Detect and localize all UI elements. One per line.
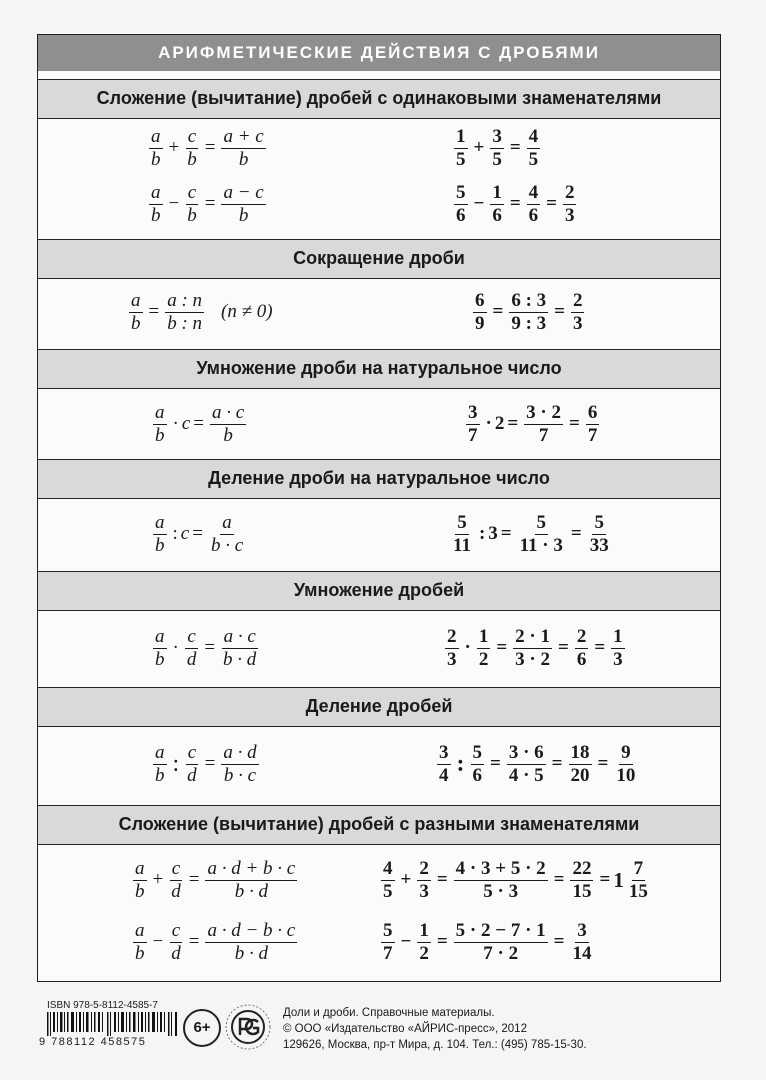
barcode-block xyxy=(37,992,177,1052)
formula-add-same-example: $\frac{1}{5}$ + $\frac{3}{5}$ = $\frac{4}{5}$ xyxy=(456,126,539,170)
copyright-line: © ООО «Издательство «АЙРИС-пресс», 2012 xyxy=(283,1023,527,1035)
formula-sub-same-example: $\frac{5}{6}$ − $\frac{1}{6}$ = $\frac{4}{6}$ = $\frac{2}{3}$ xyxy=(456,182,575,226)
address-line: 129626, Москва, пр-т Мира, д. 104. Тел.: (495) 785-15-30. xyxy=(283,1039,587,1051)
section-heading-add-same: Сложение (вычитание) дробей с одинаковыми знаменателями xyxy=(38,79,720,119)
formula-mul-nat-rule: $\frac{a}{b}$ · c = $\frac{a \cdot c}{b}$ xyxy=(155,402,245,446)
formula-div-example: $\frac{3}{4}$ : $\frac{5}{6}$ = $\frac{3 \cdot 6}{4 \cdot 5}$ = $\frac{18}{20}$ = $\frac{9}{10}$ xyxy=(439,742,636,786)
section-heading-add-diff: Сложение (вычитание) дробей с разными знаменателями xyxy=(38,805,720,845)
formula-reduce-rule: $\frac{a}{b}$ = $\frac{a : n}{b : n}$ (n ≠ 0) xyxy=(131,290,273,334)
formula-mul-rule: $\frac{a}{b}$ · $\frac{c}{d}$ = $\frac{a \cdot c}{b \cdot d}$ xyxy=(155,626,257,670)
age-rating-badge: 6+ xyxy=(183,1009,221,1047)
formula-reduce-example: $\frac{6}{9}$ = $\frac{6 : 3}{9 : 3}$ = $\frac{2}{3}$ xyxy=(475,290,583,334)
section-heading-div: Деление дробей xyxy=(38,687,720,727)
section-heading-div-nat: Деление дроби на натуральное число xyxy=(38,459,720,499)
section-heading-mul-nat: Умножение дроби на натуральное число xyxy=(38,349,720,389)
book-title-line: Доли и дроби. Справочные материалы. xyxy=(283,1007,495,1019)
section-heading-mul: Умножение дробей xyxy=(38,571,720,611)
formula-add-diff-rule: $\frac{a}{b}$ + $\frac{c}{d}$ = $\frac{a \cdot d + b \cdot c}{b \cdot d}$ xyxy=(135,858,296,902)
formula-mul-example: $\frac{2}{3}$ · $\frac{1}{2}$ = $\frac{2 \cdot 1}{3 \cdot 2}$ = $\frac{2}{6}$ = $\frac{1}{3}$ xyxy=(447,626,623,670)
barcode-digits: 9 788112 458575 xyxy=(39,1036,147,1048)
formula-sub-diff-example: $\frac{5}{7}$ − $\frac{1}{2}$ = $\frac{5 \cdot 2 - 7 \cdot 1}{7 \cdot 2}$ = $\frac{3}{14}$ xyxy=(383,920,592,964)
formula-div-nat-example: $\frac{5}{11}$ : 3 = $\frac{5}{11 \cdot 3}$ = $\frac{5}{33}$ xyxy=(453,512,609,556)
formula-add-same-rule: $\frac{a}{b}$ + $\frac{c}{b}$ = $\frac{a + c}{b}$ xyxy=(151,126,264,170)
formula-mul-nat-example: $\frac{3}{7}$ · 2 = $\frac{3 \cdot 2}{7}$ = $\frac{6}{7}$ xyxy=(468,402,598,446)
barcode-icon xyxy=(47,1012,179,1036)
formula-sub-same-rule: $\frac{a}{b}$ − $\frac{c}{b}$ = $\frac{a - c}{b}$ xyxy=(151,182,264,226)
section-heading-reduce: Сокращение дроби xyxy=(38,239,720,279)
publisher-info xyxy=(283,1005,587,1053)
reference-sheet xyxy=(37,34,721,982)
page-title: АРИФМЕТИЧЕСКИЕ ДЕЙСТВИЯ С ДРОБЯМИ xyxy=(38,35,720,71)
formula-add-diff-example: $\frac{4}{5}$ + $\frac{2}{3}$ = $\frac{4 \cdot 3 + 5 \cdot 2}{5 \cdot 3}$ = $\frac{22}{15}$ = 1 $\frac{7}{15}$ xyxy=(383,858,648,902)
footer xyxy=(37,992,727,1062)
formula-div-rule: $\frac{a}{b}$ : $\frac{c}{d}$ = $\frac{a \cdot d}{b \cdot c}$ xyxy=(155,742,257,786)
formula-sub-diff-rule: $\frac{a}{b}$ − $\frac{c}{d}$ = $\frac{a \cdot d - b \cdot c}{b \cdot d}$ xyxy=(135,920,296,964)
formula-div-nat-rule: $\frac{a}{b}$ : c = $\frac{a}{b \cdot c}$ xyxy=(155,512,244,556)
isbn-label: ISBN 978-5-8112-4585-7 xyxy=(47,1000,158,1011)
certification-mark-icon xyxy=(223,1002,273,1052)
